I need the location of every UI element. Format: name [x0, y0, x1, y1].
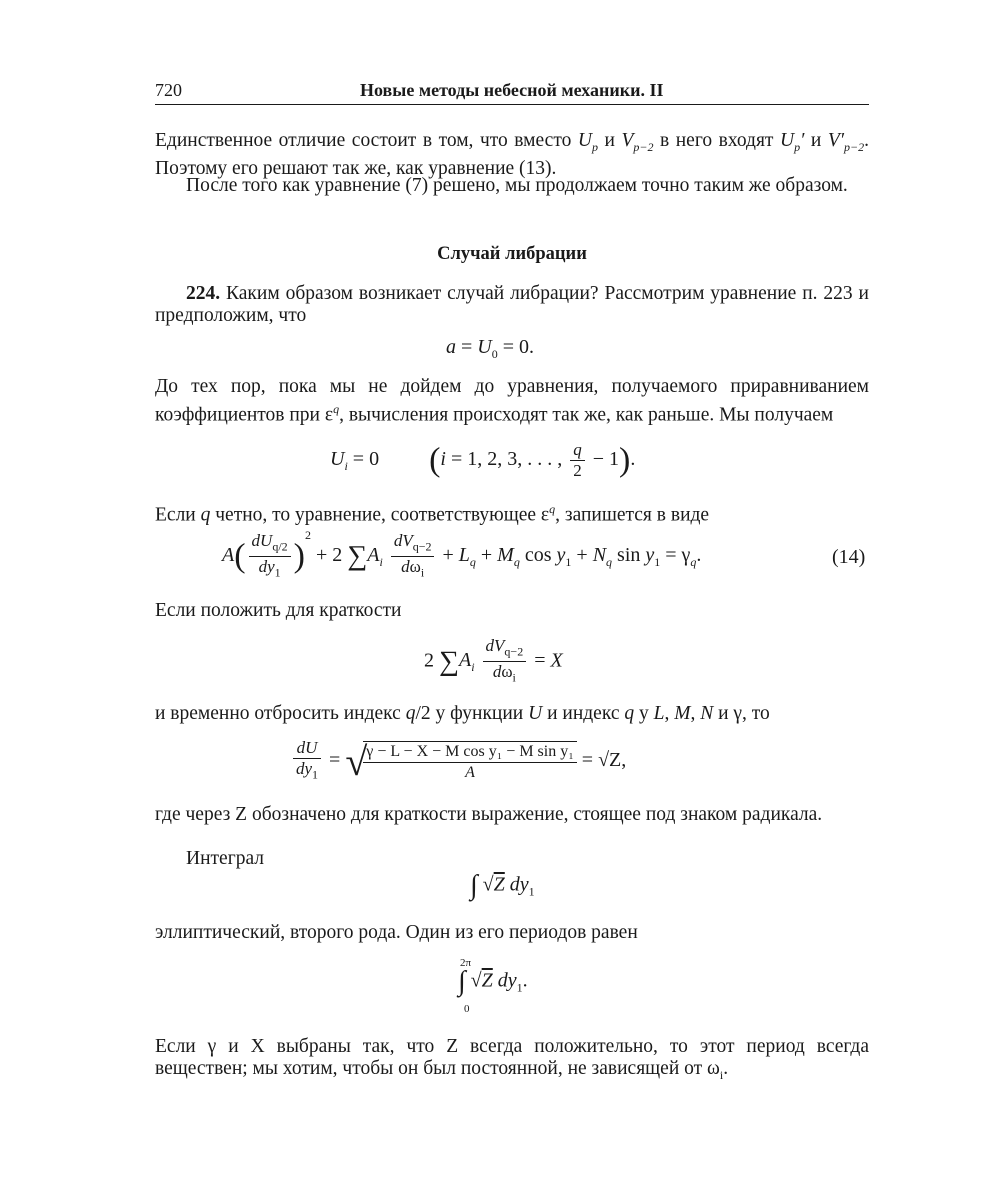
- paragraph-11: Если γ и X выбраны так, что Z всегда положительно, то этот период всегда веществен; мы хотим, чтобы он был постоянной, не зависящей от $\omega_i$.: [155, 1036, 869, 1082]
- paragraph-4: До тех пор, пока мы не дойдем до уравнения, получаемого приравниванием коэффициентов при $\varepsilon^q$, вычисления происходят так же, как раньше. Мы получаем: [155, 376, 869, 426]
- paragraph-3: 224. Каким образом возникает случай либрации? Рассмотрим уравнение п. 223 и предположим, что: [155, 283, 869, 326]
- paragraph-6: Если положить для краткости: [155, 600, 402, 621]
- formula-integral: ∫ √Z $dy_1$: [470, 870, 535, 901]
- running-title: Новые методы небесной механики. II: [360, 80, 664, 100]
- integral-upper-limit: 2π: [460, 957, 472, 969]
- paragraph-10: эллиптический, второго рода. Один из его периодов равен: [155, 922, 638, 943]
- paragraph-5: Если q четно, то уравнение, соответствующее $\varepsilon^q$, запишется в виде: [155, 502, 710, 526]
- equation-14-label: (14): [832, 546, 866, 568]
- paragraph-8: где через Z обозначено для краткости выражение, стоящее под знаком радикала.: [155, 804, 823, 825]
- equation-14: A( $\frac{dU_{q/2}}{dy_1}$ )$^2$ + 2 $\sum A_i$ $\frac{dV_{q-2}}{d\omega_i}$ + $L_q + M_q$ $\cos y_1 + N_q$ $\sin y_1 = \gamma_q$.: [222, 528, 702, 580]
- paragraph-9: Интеграл: [186, 848, 264, 869]
- formula-ui-zero: $U_i = 0$ (i = 1, 2, 3, . . . , $\frac{q}{2}$ − 1).: [330, 440, 636, 480]
- integral-lower-limit: 0: [464, 1003, 470, 1015]
- page-number: 720: [155, 80, 182, 100]
- formula-du-dy-sqrt: $\frac{dU}{dy_1}$ = √ $\frac{\text{γ − L − X − M cos y₁ − M sin y₁}}{A}$ = √Z,: [290, 738, 626, 785]
- paragraph-2: После того как уравнение (7) решено, мы продолжаем точно таким же образом.: [186, 175, 848, 196]
- paragraph-1: Единственное отличие состоит в том, что вместо $U_p$ и $V_{p-2}$ в него входят $U_p'$ и $V'_{p-2}$. Поэтому его решают так же, как уравнение (13).: [155, 130, 870, 179]
- paragraph-7: и временно отбросить индекс q/2 у функции U и индекс q у L, M, N и γ, то: [155, 703, 770, 724]
- section-title: Случай либрации: [437, 244, 587, 264]
- formula-sum-x: 2 $\sum A_i$ $\frac{dV_{q-2}}{d\omega_i}$ = X: [424, 636, 563, 685]
- formula-a-u0: $a = U_0 = 0$.: [446, 336, 535, 361]
- formula-definite-integral: ∫ √Z $dy_1$.: [458, 966, 528, 997]
- header-rule: [155, 104, 869, 105]
